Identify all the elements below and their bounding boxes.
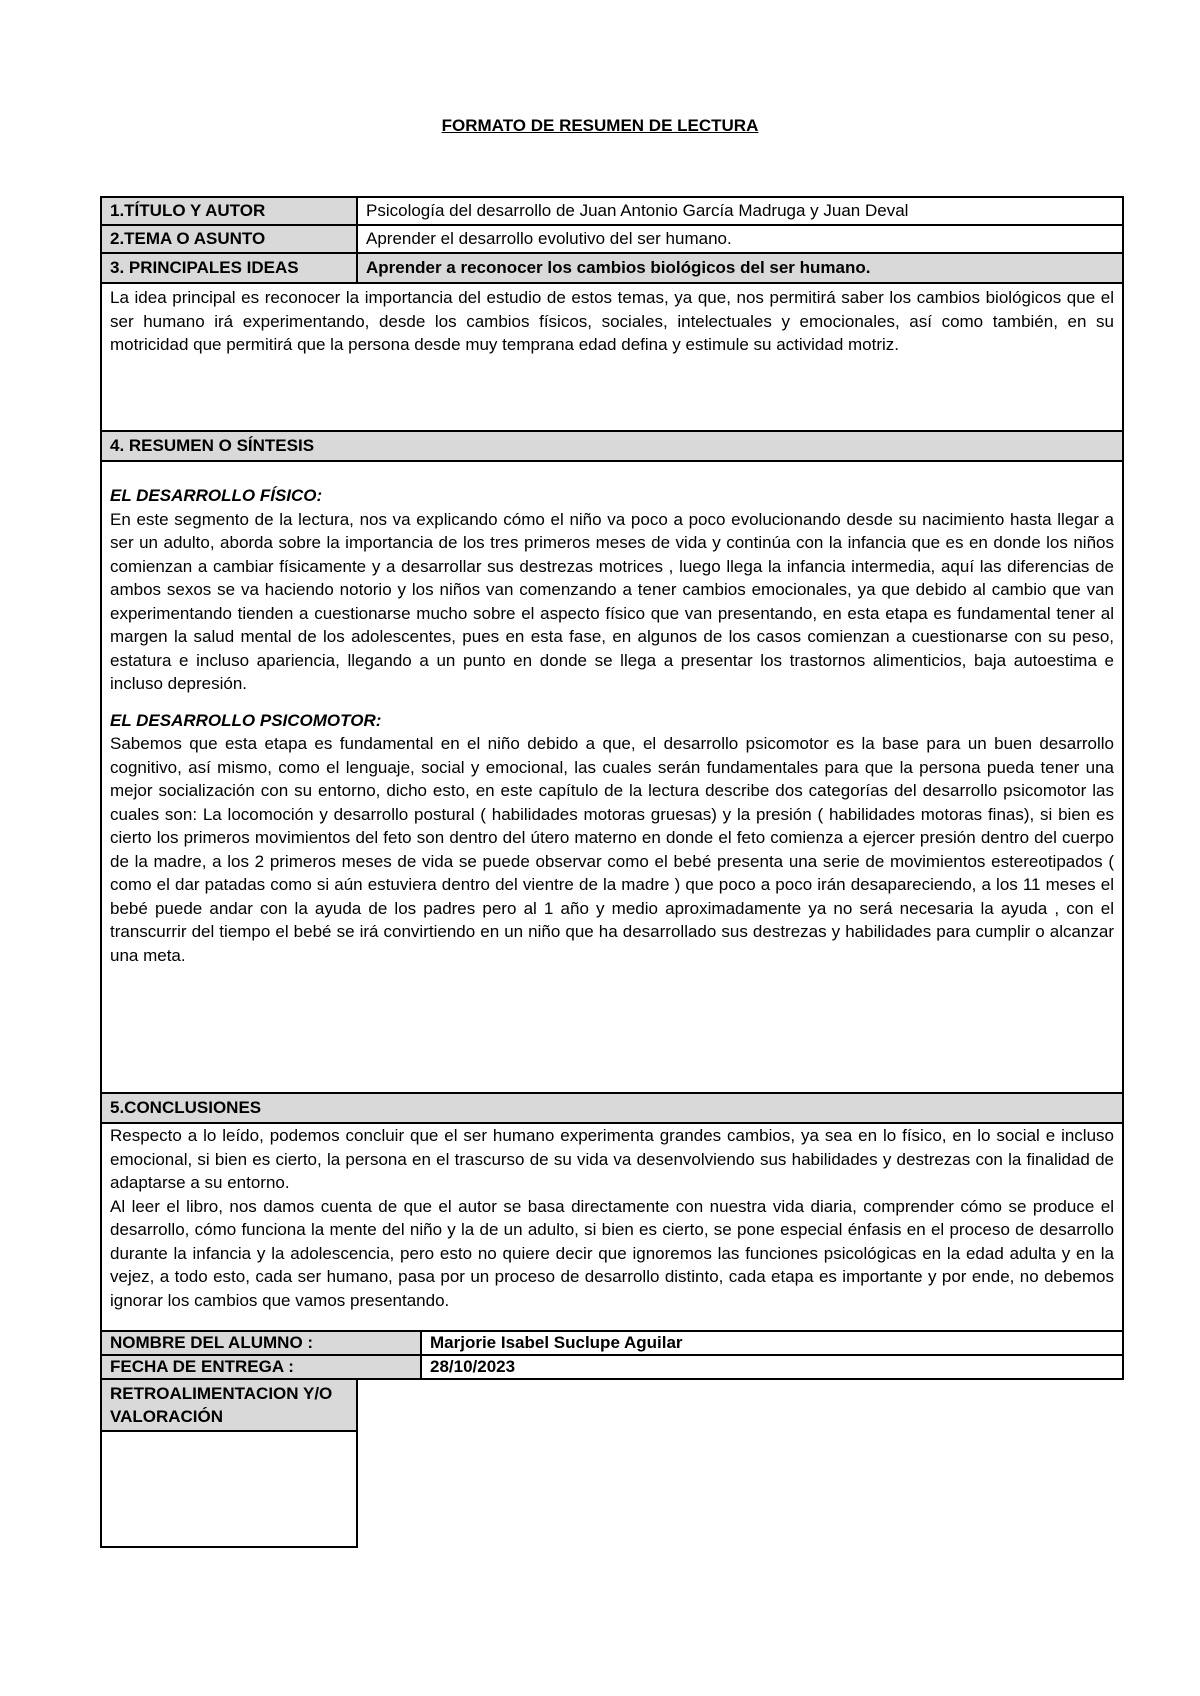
row-titulo-autor bbox=[100, 196, 1124, 226]
conclusiones-paragraph-2: Al leer el libro, nos damos cuenta de que el autor se basa directamente con nuestra vida diaria, comprender cómo se produce el desarrollo, cómo funciona la mente del niño y la de un adulto, si bien es cierto, se pone especial énfasis en el proceso de desarrollo durante la infancia y la adolescencia, pero esto no quiere decir que ignoremos las funciones psicológicas en la edad adulta y en la vejez, a todo esto, cada ser humano, pasa por un proceso de desarrollo distinto, cada etapa es importante y por ende, no debemos ignorar los cambios que vamos presentando. bbox=[110, 1196, 1114, 1310]
fisico-paragraph: En este segmento de la lectura, nos va explicando cómo el niño va poco a poco evolucionando desde su nacimiento hasta llegar a ser un adulto, aborda sobre la importancia de los tres primeros meses de vida y continúa con la infancia que es en donde los niños comienzan a cambiar físicamente y a desarrollar sus destrezas motrices , luego llega la infancia intermedia, aquí las diferencias de ambos sexos se va haciendo notorio y los niños van comenzando a tener cambios emocionales, ya que debido al cambio que van experimentando tienden a cuestionarse mucho sobre el aspecto físico que van presentando, en esta etapa es fundamental tener al margen la salud mental de los adolescentes, pues en esta fase, en algunos de los casos comienzan a cuestionarse con su peso, estatura e incluso apariencia, llegando a un punto en donde se llega a presentar los trastornos alimenticios, baja autoestima e incluso depresión. bbox=[110, 509, 1114, 693]
label-fecha-entrega: FECHA DE ENTREGA : bbox=[100, 1354, 422, 1380]
value-nombre-alumno: Marjorie Isabel Suclupe Aguilar bbox=[420, 1330, 1124, 1356]
label-tema-asunto: 2.TEMA O ASUNTO bbox=[100, 224, 358, 254]
resumen-body bbox=[100, 460, 1124, 1094]
conclusiones-paragraph-1: Respecto a lo leído, podemos concluir que el ser humano experimenta grandes cambios, ya sea en lo físico, en lo social e incluso emocional, si bien es cierto, la persona en el trascurso de su vida va desenvolviendo sus habilidades y destrezas con la finalidad de adaptarse a su entorno. bbox=[110, 1126, 1114, 1192]
ideas-text-box bbox=[100, 282, 1124, 432]
row-principales-ideas bbox=[100, 252, 1124, 284]
value-tema-asunto: Aprender el desarrollo evolutivo del ser humano. bbox=[356, 224, 1124, 254]
value-fecha-entrega: 28/10/2023 bbox=[420, 1354, 1124, 1380]
psicomotor-subheading: EL DESARROLLO PSICOMOTOR: bbox=[110, 710, 382, 730]
row-tema-asunto bbox=[100, 224, 1124, 254]
conclusiones-heading-label: 5.CONCLUSIONES bbox=[110, 1098, 262, 1117]
ideas-paragraph: La idea principal es reconocer la importancia del estudio de estos temas, ya que, nos permitirá saber los cambios biológicos que el ser humano irá experimentando, desde los cambios físicos, sociales, intelectuales y emocionales, así como también, en su motricidad que permitirá que la persona desde muy temprana edad defina y estimule su actividad motriz. bbox=[110, 288, 1114, 354]
label-nombre-alumno: NOMBRE DEL ALUMNO : bbox=[100, 1330, 422, 1356]
resumen-heading bbox=[100, 430, 1124, 462]
conclusiones-heading bbox=[100, 1092, 1124, 1124]
label-principales-ideas: 3. PRINCIPALES IDEAS bbox=[100, 252, 358, 284]
label-titulo-autor: 1.TÍTULO Y AUTOR bbox=[100, 196, 358, 226]
retroalimentacion-label-cell bbox=[100, 1378, 358, 1432]
fisico-subheading: EL DESARROLLO FÍSICO: bbox=[110, 486, 323, 505]
retroalimentacion-label: RETROALIMENTACION Y/O VALORACIÓN bbox=[110, 1384, 333, 1426]
value-principales-ideas: Aprender a reconocer los cambios biológicos del ser humano. bbox=[356, 252, 1124, 284]
row-fecha-entrega bbox=[100, 1354, 1124, 1380]
psicomotor-paragraph: Sabemos que esta etapa es fundamental en el niño debido a que, el desarrollo psicomotor es la base para un buen desarrollo cognitivo, así mismo, como el lenguaje, social y emocional, las cuales serán fundamentales para que la persona pueda tener una mejor socialización con su entorno, dicho esto, en este capítulo de la lectura describe dos categorías del desarrollo psicomotor las cuales son: La locomoción y desarrollo postural ( habilidades motoras gruesas) y la presión ( habilidades motoras finas), si bien es cierto los primeros movimientos del feto son dentro del útero materno en donde el feto comienza a ejercer presión dentro del cuerpo de la madre, a los 2 primeros meses de vida se puede observar como el bebé presenta una serie de movimientos estereotipados ( como el dar patadas como si aún estuviera dentro del vientre de la madre ) que poco a poco irán desapareciendo, a los 11 meses el bebé puede andar con la ayuda de los padres pero al 1 año y medio aproximadamente ya no será necesaria la ayuda , con el transcurrir del tiempo el bebé se irá convirtiendo en un niño que ha desarrollado sus destrezas y habilidades para cumplir o alcanzar una meta. bbox=[110, 734, 1114, 965]
value-titulo-autor: Psicología del desarrollo de Juan Antonio García Madruga y Juan Deval bbox=[356, 196, 1124, 226]
retroalimentacion-value-cell[interactable] bbox=[100, 1430, 358, 1548]
resumen-heading-label: 4. RESUMEN O SÍNTESIS bbox=[110, 436, 315, 455]
conclusiones-body bbox=[100, 1122, 1124, 1332]
document-title: FORMATO DE RESUMEN DE LECTURA bbox=[441, 116, 759, 135]
row-nombre-alumno bbox=[100, 1330, 1124, 1356]
